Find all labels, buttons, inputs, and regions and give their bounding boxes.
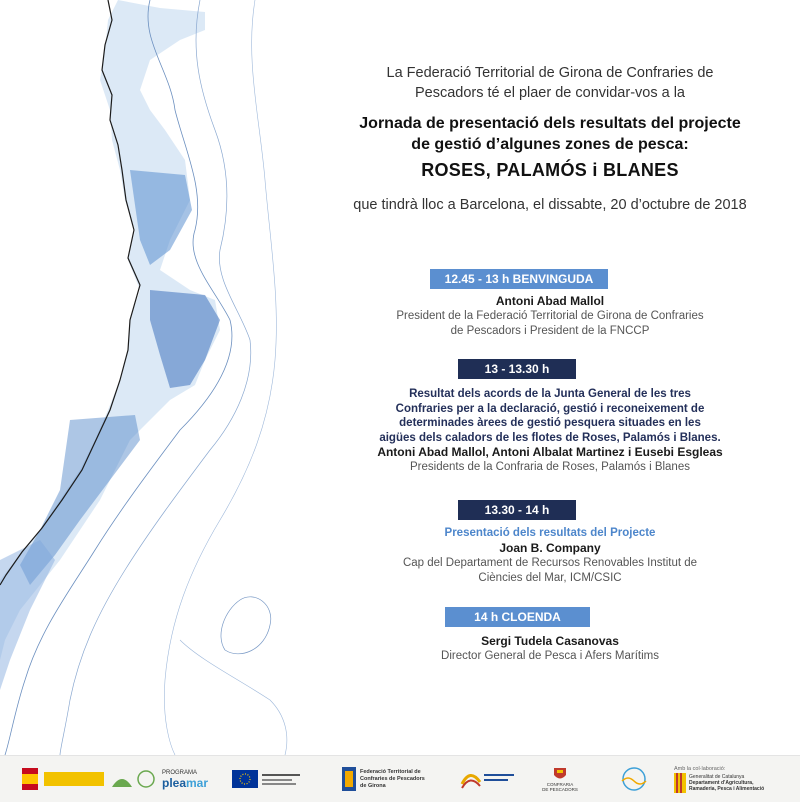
session-4-time-badge: 14 h CLOENDA [445, 607, 590, 627]
session-4-role-line-1: Director General de Pesca i Afers Marítims [441, 650, 659, 662]
event-title [300, 113, 800, 155]
session-2-topic-line-4: aigües dels caladors de les flotes de Roses, Palamós i Blanes. [379, 431, 721, 444]
shelf-south [0, 540, 55, 690]
generalitat-line-1: Generalitat de Catalunya [689, 773, 745, 780]
federacio-girona-line-2: Confraries de Pescadors [360, 775, 425, 782]
collaboration-label: Amb la col·laboració: [674, 765, 726, 772]
generalitat-logo [674, 756, 792, 802]
fisheries-fund-logo [110, 764, 158, 794]
session-2-topic-line-2: Confraries per a la declaració, gestió i reconeixement de [395, 402, 705, 415]
session-2-role-line-1: Presidents de la Confraria de Roses, Palamós i Blanes [410, 461, 690, 473]
pleamar-wordmark-part-2: mar [186, 775, 209, 790]
pleamar-programme-logo [162, 764, 224, 794]
event-places: ROSES, PALAMÓS i BLANES [421, 160, 679, 180]
generalitat-mark [674, 773, 764, 793]
session-1-role-line-2: de Pescadors i President de la FNCCP [450, 325, 650, 337]
session-1-role-line-1: President de la Federació Territorial de Girona de Confraries [396, 310, 704, 322]
session-1 [300, 294, 800, 339]
confraries-catalunya-logo [458, 764, 518, 794]
session-2-speakers: Antoni Abad Mallol, Antoni Albalat Martinez i Eusebi Esgleas [377, 445, 723, 459]
event-date-location: que tindrà lloc a Barcelona, el dissabte, 20 d’octubre de 2018 [353, 197, 747, 213]
session-3-role-line-1: Cap del Departament de Recursos Renovables Institut de [402, 557, 698, 569]
generalitat-line-2: Departament d’Agricultura, [689, 779, 754, 786]
federacio-girona-line-1: Federació Territorial de [360, 768, 421, 775]
session-4-speaker: Sergi Tudela Casanovas [481, 634, 619, 648]
intro-line-2: Pescadors té el plaer de convidar-vos a la [414, 85, 685, 101]
pleamar-wordmark-part-1: plea [162, 775, 187, 790]
federacio-girona-logo [342, 764, 432, 794]
generalitat-line-3: Ramaderia, Pesca i Alimentació [689, 785, 765, 792]
title-line-2: de gestió d’algunes zones de pesca: [411, 136, 689, 153]
waves-logo [612, 764, 656, 794]
session-3-role-line-2: Ciències del Mar, ICM/CSIC [478, 572, 622, 584]
session-2-topic-line-3: determinades àrees de gestió pesquera situades en les [399, 417, 701, 429]
bathymetric-map [0, 0, 310, 755]
confraria-pescadors-logo [535, 764, 585, 794]
session-4 [300, 634, 800, 664]
sponsor-footer [0, 755, 800, 802]
session-2-time-badge: 13 - 13.30 h [458, 359, 576, 379]
confraria-label-2: DE PESCADORS [542, 787, 578, 792]
session-2-topic-line-1: Resultat dels acords de la Junta General de les tres [409, 388, 691, 400]
federacio-girona-text [360, 769, 425, 790]
session-3-time-badge: 13.30 - 14 h [458, 500, 576, 520]
depth-contour-4 [180, 640, 287, 755]
session-2 [300, 387, 800, 475]
session-1-speaker: Antoni Abad Mallol [495, 294, 605, 308]
island-outline [221, 597, 271, 654]
pleamar-wordmark [162, 777, 208, 789]
pleamar-label: PROGRAMA [162, 769, 198, 776]
session-3 [300, 526, 800, 586]
session-1-time-badge: 12.45 - 13 h BENVINGUDA [430, 269, 608, 289]
invitation-intro [300, 63, 800, 103]
session-3-topic: Presentació dels resultats del Projecte [444, 527, 656, 539]
spain-government-logo [22, 764, 104, 794]
federacio-girona-line-3: de Girona [360, 782, 386, 789]
intro-line-1: La Federació Territorial de Girona de Confraries de [386, 65, 714, 81]
session-3-speaker: Joan B. Company [499, 541, 601, 555]
title-line-1: Jornada de presentació dels resultats del projecte [359, 115, 741, 132]
eu-flag-logo [232, 764, 302, 794]
invitation-content [300, 0, 800, 755]
confraria-label-1: CONFRARIA [546, 782, 574, 787]
generalitat-text [689, 774, 764, 792]
